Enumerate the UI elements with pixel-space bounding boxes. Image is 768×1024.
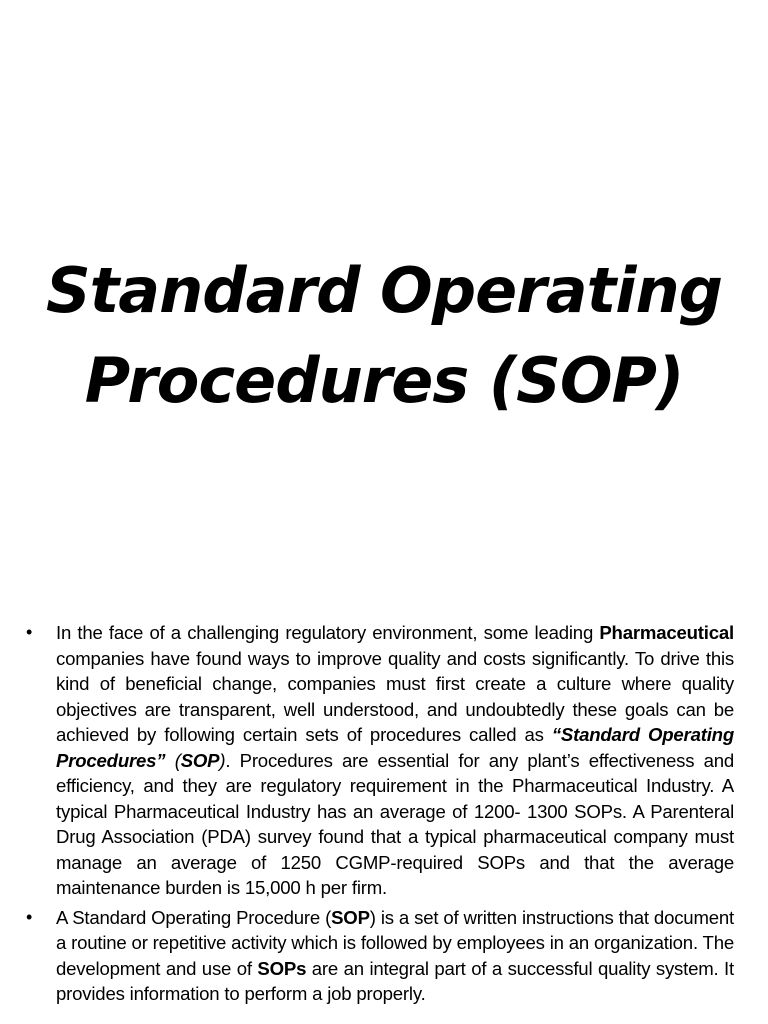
- slide-title-line-1: Standard Operating: [46, 254, 722, 327]
- text-run: ) is a set of written instructions that document a routine or repetitive activity which is followed by employees in an organization. The development and use of: [56, 906, 734, 979]
- bold-term-pharmaceutical: Pharmaceutical: [599, 622, 734, 643]
- text-run: In the face of a challenging regulatory environment, some leading: [56, 622, 600, 643]
- bullet-dot-icon: •: [26, 906, 33, 927]
- slide-title-line-2: Procedures (SOP): [84, 344, 684, 417]
- bold-abbr-sop: SOP: [331, 906, 370, 928]
- bullet-item-2: [24, 905, 734, 1007]
- bold-italic-term-sop: “Standard Operating Procedures”: [56, 724, 734, 771]
- bullet-text-1: [56, 620, 734, 901]
- text-run: (: [165, 749, 181, 771]
- text-run: A Standard Operating Procedure (: [56, 906, 332, 928]
- bullet-item-1: [24, 620, 734, 901]
- bullet-text-2: [56, 905, 734, 1007]
- slide-title: [0, 246, 768, 426]
- text-run: are an integral part of a successful quality system. It provides information to perform a job properly.: [56, 957, 734, 1004]
- bold-abbr-sops: SOPs: [257, 957, 307, 979]
- text-run: ): [219, 749, 226, 771]
- bold-italic-abbr-sop: SOP: [180, 749, 220, 771]
- bullet-list: [24, 620, 734, 1011]
- bullet-dot-icon: •: [26, 622, 33, 642]
- text-run: . Procedures are essential for any plant’s effectiveness and efficiency, and they are regulatory requirement in the Pharmaceutical Industry. A typical Pharmaceutical Industry has an average of 1200- 1300 SOPs. A Parenteral Drug Association (PDA) survey found that a typical pharmaceutical company must manage an average of 1250 CGMP-required SOPs and that the average maintenance burden is 15,000 h per firm.: [56, 749, 734, 898]
- text-run: companies have found ways to improve quality and costs significantly. To drive this kind of beneficial change, companies must first create a culture where quality objectives are transparent, well understood, and undoubtedly these goals can be achieved by following certain sets of procedures called as: [56, 647, 734, 745]
